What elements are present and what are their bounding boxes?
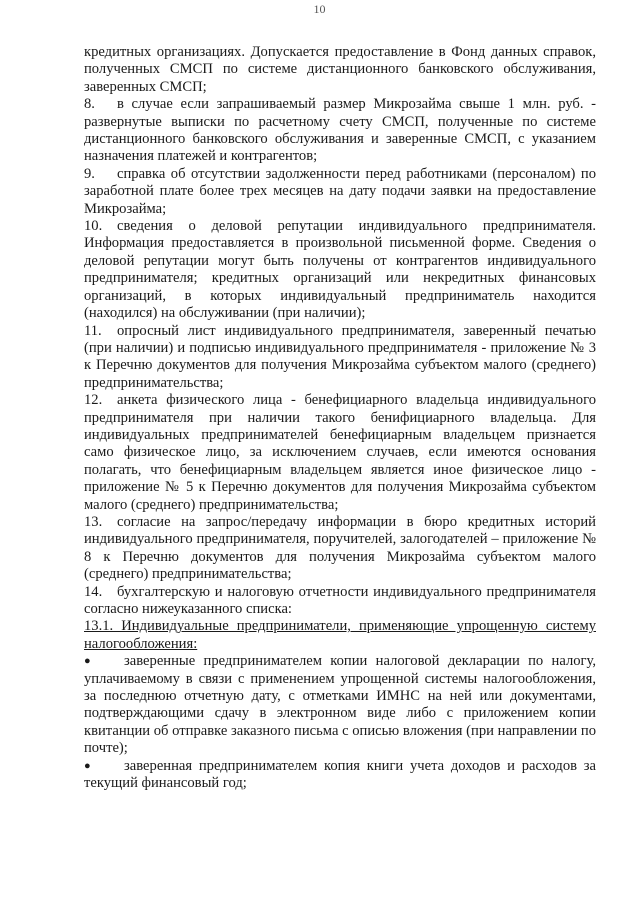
item-number: 11. [84, 322, 102, 339]
section-heading: 13.1. Индивидуальные предприниматели, применяющие упрощенную систему налогообложения: [84, 618, 596, 652]
item-number: 8. [84, 96, 95, 113]
item-text: сведения о деловой репутации индивидуального предпринимателя. Информация предоставляется в произвольной письменной форме. Сведения о деловой репутации могут быть получены от контрагентов индивидуального предпринимателя; кредитных организаций или некредитных финансовых организаций, в которых индивидуальный предприниматель находится (находился) на обслуживании (при наличии); [84, 218, 596, 322]
list-item-8 [84, 96, 596, 166]
list-item-14 [84, 584, 596, 619]
item-number: 10. [84, 218, 103, 235]
item-text: опросный лист индивидуального предпринимателя, заверенный печатью (при наличии) и подписью индивидуального предпринимателя - приложение № 3 к Перечню документов для получения Микрозайма субъектом малого (среднего) предпринимательства; [84, 322, 596, 391]
item-text: в случае если запрашиваемый размер Микрозайма свыше 1 млн. руб. - развернутые выписки по расчетному счету СМСП, полученные по системе дистанционного банковского обслуживания и заверенные СМСП, с указанием назначения платежей и контрагентов; [84, 96, 596, 165]
bullet-icon: ● [84, 655, 91, 668]
bullet-item [84, 758, 596, 793]
document-body [84, 44, 596, 792]
page-number: 10 [313, 2, 326, 16]
list-item-10 [84, 218, 596, 322]
intro-paragraph: кредитных организациях. Допускается предоставление в Фонд данных справок, полученных СМСП по системе дистанционного банковского обслуживания, заверенных СМСП; [84, 44, 596, 95]
list-item-13 [84, 514, 596, 584]
item-number: 14. [84, 583, 103, 600]
item-text: бухгалтерскую и налоговую отчетности индивидуального предпринимателя согласно нижеуказанного списка: [84, 583, 596, 617]
item-text: анкета физического лица - бенефициарного владельца индивидуального предпринимателя при наличии такого бенифициарного владельца. Для индивидуальных предпринимателей бенефициарным владельцем признается само физическое лицо, за исключением случаев, если имеются основания полагать, что бенефициарным владельцем является иное физическое лицо - приложение № 5 к Перечню документов для получения Микрозайма субъектом малого (среднего) предпринимательства; [84, 392, 596, 513]
list-item-12 [84, 392, 596, 514]
item-text: справка об отсутствии задолженности перед работниками (персоналом) по заработной плате более трех месяцев на дату подачи заявки на предоставление Микрозайма; [84, 165, 596, 217]
bullet-item [84, 653, 596, 757]
bullet-text: заверенная предпринимателем копия книги учета доходов и расходов за текущий финансовый год; [84, 757, 596, 792]
list-item-11 [84, 323, 596, 393]
bullet-icon: ● [84, 759, 91, 772]
list-item-9 [84, 166, 596, 218]
item-number: 13. [84, 513, 103, 530]
item-text: согласие на запрос/передачу информации в бюро кредитных историй индивидуального предпринимателя, поручителей, залогодателей – приложение № 8 к Перечню документов для получения Микрозайма субъектом малого (среднего) предпринимательства; [84, 513, 596, 583]
bullet-text: заверенные предпринимателем копии налоговой декларации по налогу, уплачиваемому в связи с применением упрощенной системы налогообложения, за последнюю отчетную дату, с отметками ИМНС на ней или документами, подтверждающими сдачу в электронном виде либо с приложением копии квитанции об отправке заказного письма с описью вложения (при направлении по почте); [84, 653, 596, 757]
item-number: 12. [84, 392, 103, 409]
item-number: 9. [84, 165, 95, 182]
